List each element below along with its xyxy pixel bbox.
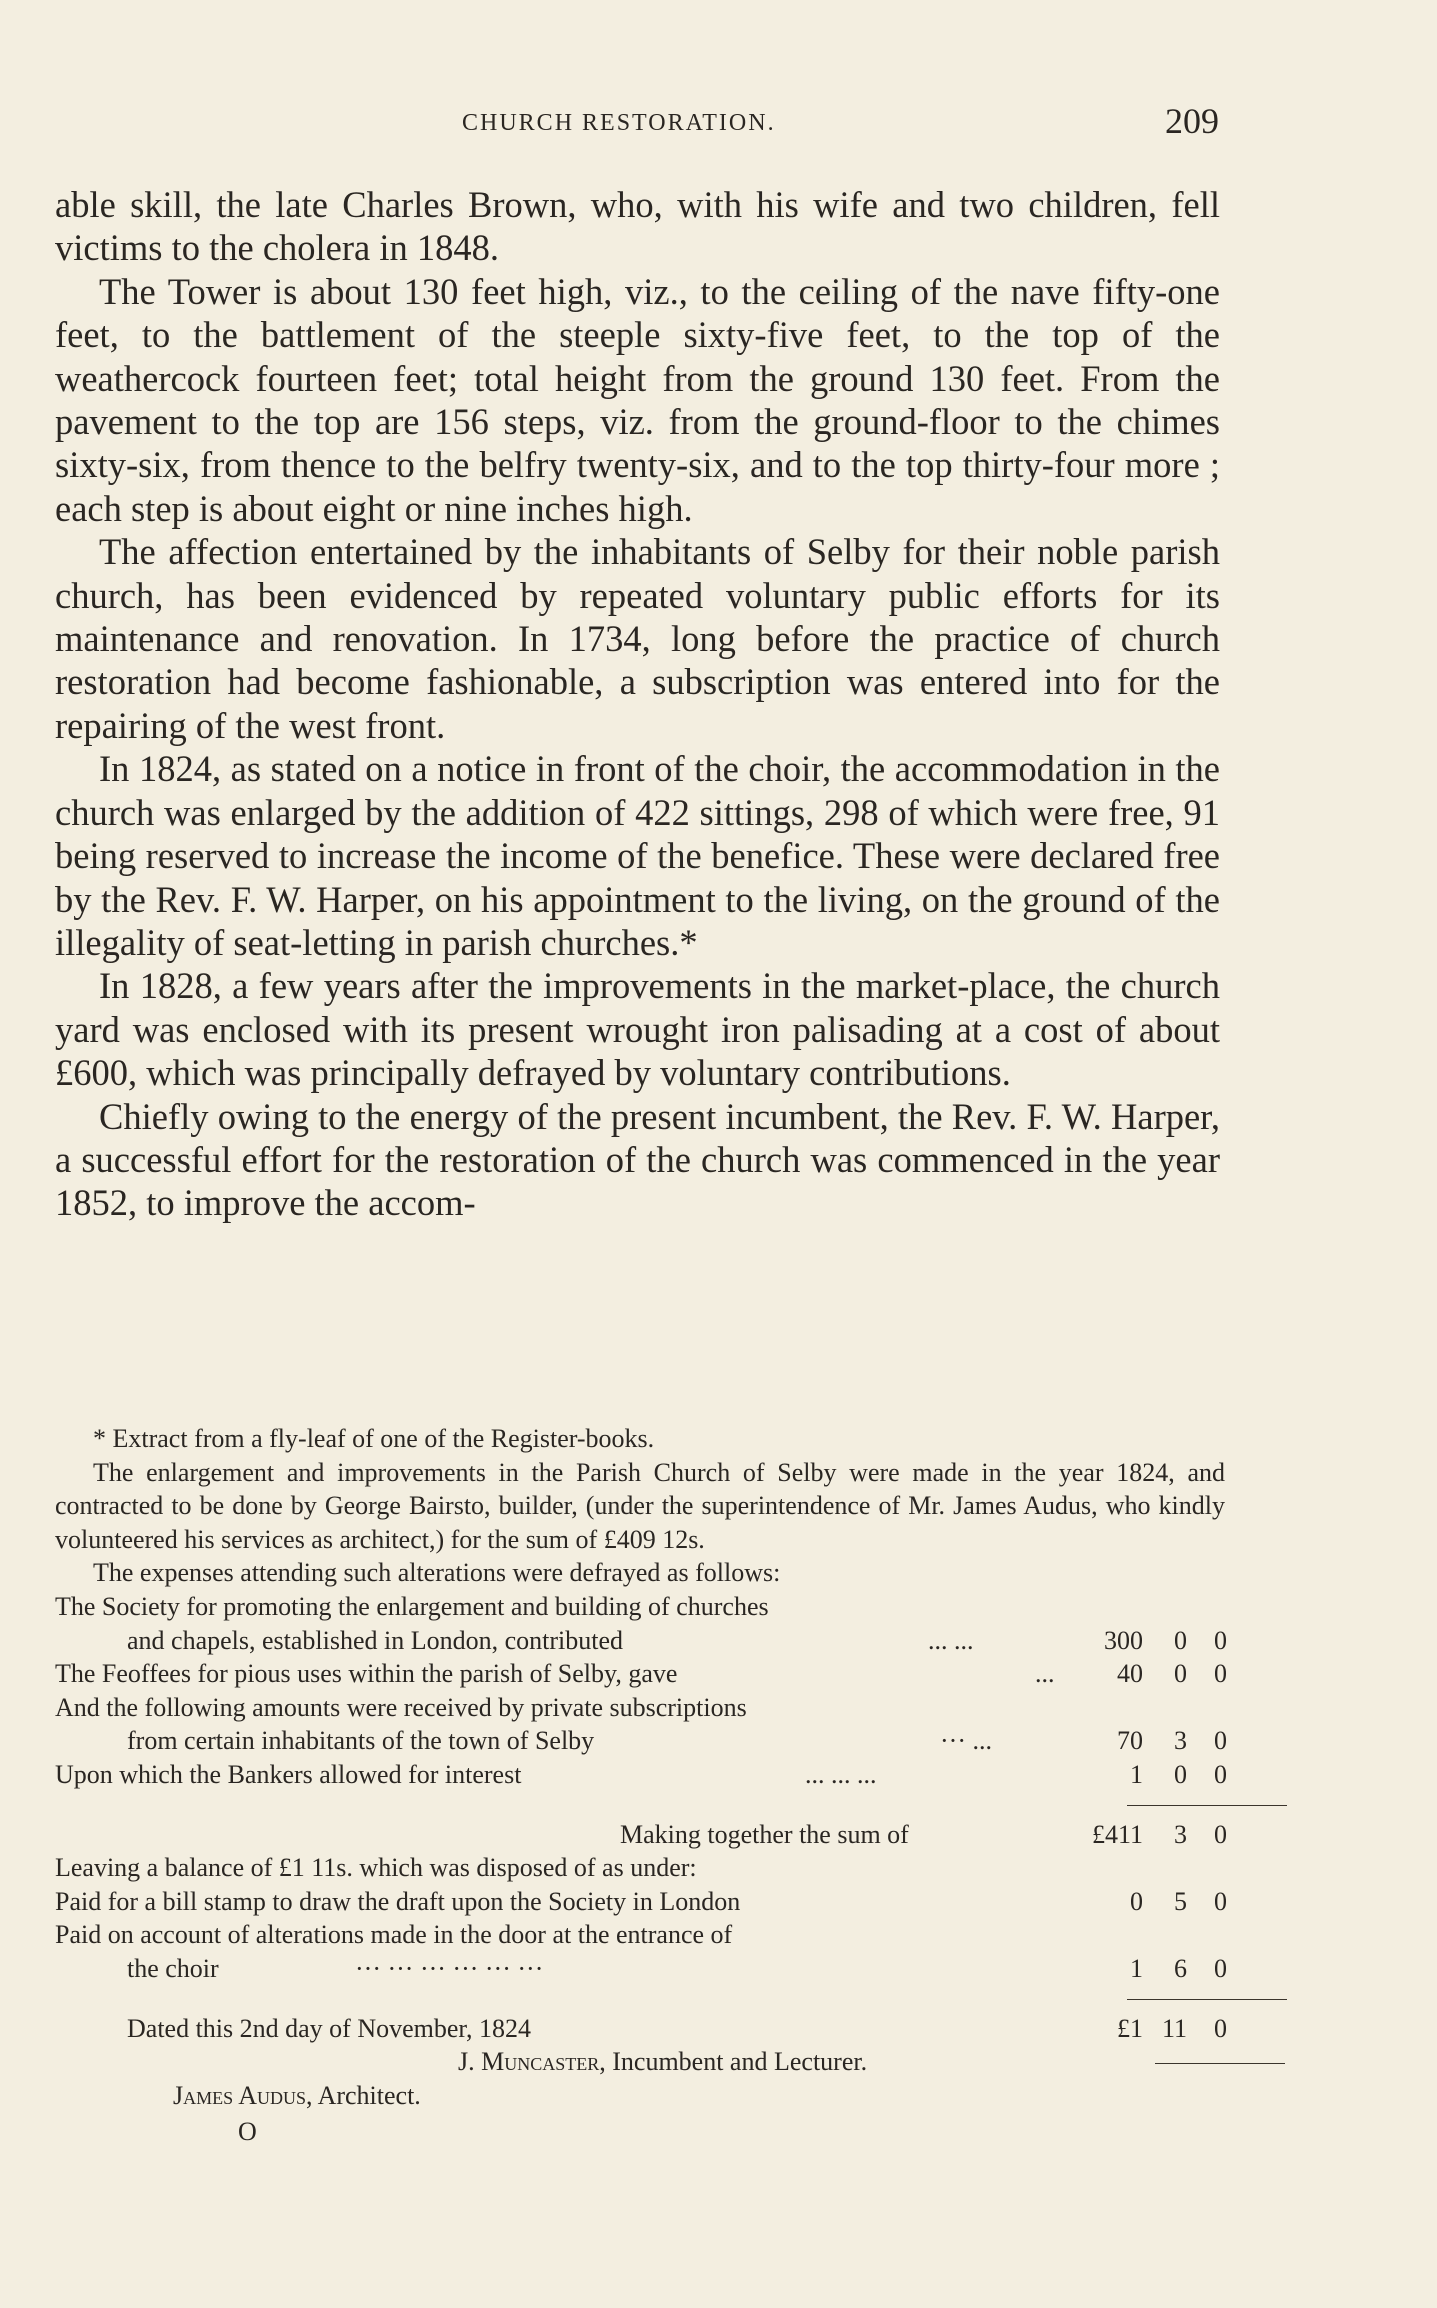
sum-rule (1127, 1805, 1287, 1806)
incumbent-title: Incumbent and Lecturer. (612, 2047, 868, 2077)
ledger-row (55, 1918, 1225, 1952)
ledger-desc: Paid on account of alterations made in the door at the entrance of (55, 1920, 733, 1950)
pence: 0 (1214, 1759, 1227, 1789)
architect-signature (55, 2079, 1225, 2113)
paragraph: able skill, the late Charles Brown, who, with his wife and two children, fell victims to the cholera in 1848. (55, 184, 1220, 269)
pounds: £411 (1091, 1819, 1143, 1849)
running-head (0, 98, 1437, 148)
ledger-row (55, 1851, 1225, 1885)
ledger-desc: the choir (127, 1953, 219, 1983)
architect-name: James Audus, (173, 2080, 313, 2110)
ledger-desc: The Feoffees for pious uses within the parish of Selby, gave (55, 1659, 678, 1689)
pence: 0 (1214, 1953, 1227, 1983)
leader-dots: ··· ... (940, 1726, 992, 1756)
ledger-row (55, 1657, 1225, 1691)
dated-row (55, 2012, 1225, 2046)
paragraph: The affection entertained by the inhabitants of Selby for their noble parish church, has been evidenced by repeated voluntary public efforts for its maintenance and renovation. In 1734, long before the practice of church restoration had become fashionable, a subscription was entered into for the repairing of the west front. (55, 531, 1220, 746)
pounds: 1 (1130, 1759, 1143, 1789)
pounds: 70 (1117, 1726, 1143, 1756)
paragraph: Chiefly owing to the energy of the present incumbent, the Rev. F. W. Harper, a successful effort for the restoration of the church was commenced in the year 1852, to improve the accom- (55, 1095, 1220, 1224)
leader-dots: ... ... (928, 1625, 974, 1655)
architect-title: Architect. (317, 2080, 421, 2110)
ledger-row (55, 1590, 1225, 1624)
pounds: 40 (1117, 1659, 1143, 1689)
pence: 0 (1214, 2013, 1227, 2043)
ledger-row (55, 1758, 1225, 1792)
ledger-desc: Leaving a balance of £1 11s. which was disposed of as under: (55, 1853, 697, 1883)
ledger-row (55, 1724, 1225, 1758)
signature-rule (1155, 2063, 1285, 2064)
body-text (55, 183, 1220, 1225)
footnote-enlargement: The enlargement and improvements in the Parish Church of Selby were made in the year 1824, and contracted to be done by George Bairsto, builder, (under the superintendence of Mr. James Audus, who kindly volunteered his services as architect,) for the sum of £409 12s. (55, 1457, 1225, 1554)
shillings: 0 (1174, 1625, 1187, 1655)
pounds: 0 (1130, 1886, 1143, 1916)
incumbent-signature (55, 2045, 1225, 2079)
ledger-row (55, 1885, 1225, 1919)
ledger-desc: and chapels, established in London, contributed (127, 1625, 624, 1655)
pence: 0 (1214, 1819, 1227, 1849)
page-number: 209 (1165, 101, 1219, 141)
pence: 0 (1214, 1726, 1227, 1756)
running-title: CHURCH RESTORATION. (462, 110, 776, 136)
footnote (55, 1422, 1225, 2152)
ledger-total-row (55, 1818, 1225, 1852)
shillings: 0 (1174, 1759, 1187, 1789)
shillings: 3 (1174, 1726, 1187, 1756)
sum-rule-area (55, 1792, 1225, 1818)
sum-rule (1127, 1999, 1287, 2000)
paragraph: In 1828, a few years after the improvements in the market-place, the church yard was enclosed with its present wrought iron palisading at a cost of about £600, which was principally defrayed by voluntary contributions. (55, 965, 1220, 1094)
shillings: 3 (1174, 1819, 1187, 1849)
sum-rule-area (55, 1986, 1225, 2012)
pence: 0 (1214, 1886, 1227, 1916)
pounds: 1 (1130, 1953, 1143, 1983)
pounds: 300 (1104, 1625, 1143, 1655)
shillings: 11 (1161, 2013, 1187, 2043)
ledger-row (55, 1624, 1225, 1658)
ledger-desc: The Society for promoting the enlargement and building of churches (55, 1591, 769, 1621)
footnote-expenses-intro: The expenses attending such alterations were defrayed as follows: (93, 1558, 781, 1588)
ledger-row (55, 1952, 1225, 1986)
ledger-desc: Paid for a bill stamp to draw the draft upon the Society in London (55, 1886, 741, 1916)
dated-line: Dated this 2nd day of November, 1824 (127, 2013, 532, 2043)
expenses-ledger (55, 1590, 1225, 2152)
leader-dots: ... (1035, 1659, 1055, 1689)
pounds: £1 (1117, 2013, 1143, 2043)
ledger-desc: Upon which the Bankers allowed for interest (55, 1759, 522, 1789)
paragraph: The Tower is about 130 feet high, viz., to the ceiling of the nave fifty-one feet, to the battlement of the steeple sixty-five feet, to the top of the weathercock fourteen feet; total height from the ground 130 feet. From the pavement to the top are 156 steps, viz. from the ground-floor to the chimes sixty-six, from thence to the belfry twenty-six, and to the top thirty-four more ; each step is about eight or nine inches high. (55, 270, 1220, 529)
paragraph: In 1824, as stated on a notice in front of the choir, the accommodation in the church was enlarged by the addition of 422 sittings, 298 of which were free, 91 being reserved to increase the income of the benefice. These were declared free by the Rev. F. W. Harper, on his appointment to the living, on the ground of the illegality of seat-letting in parish churches.* (55, 748, 1220, 963)
pence: 0 (1214, 1625, 1227, 1655)
shillings: 6 (1174, 1953, 1187, 1983)
footnote-intro: * Extract from a fly-leaf of one of the Register-books. (93, 1424, 655, 1453)
signature-mark: O (238, 2117, 257, 2147)
shillings: 0 (1174, 1659, 1187, 1689)
incumbent-signature-text (458, 2045, 867, 2079)
leader-dots: ... ... ... (805, 1759, 877, 1789)
pence: 0 (1214, 1659, 1227, 1689)
shillings: 5 (1174, 1886, 1187, 1916)
incumbent-name: J. Muncaster, (458, 2047, 606, 2077)
ledger-row (55, 1691, 1225, 1725)
leader-dots: ··· ··· ··· ··· ··· ··· (355, 1953, 544, 1983)
total-label: Making together the sum of (620, 1819, 909, 1849)
ledger-desc: from certain inhabitants of the town of Selby (127, 1726, 595, 1756)
ledger-desc: And the following amounts were received by private subscriptions (55, 1692, 747, 1722)
